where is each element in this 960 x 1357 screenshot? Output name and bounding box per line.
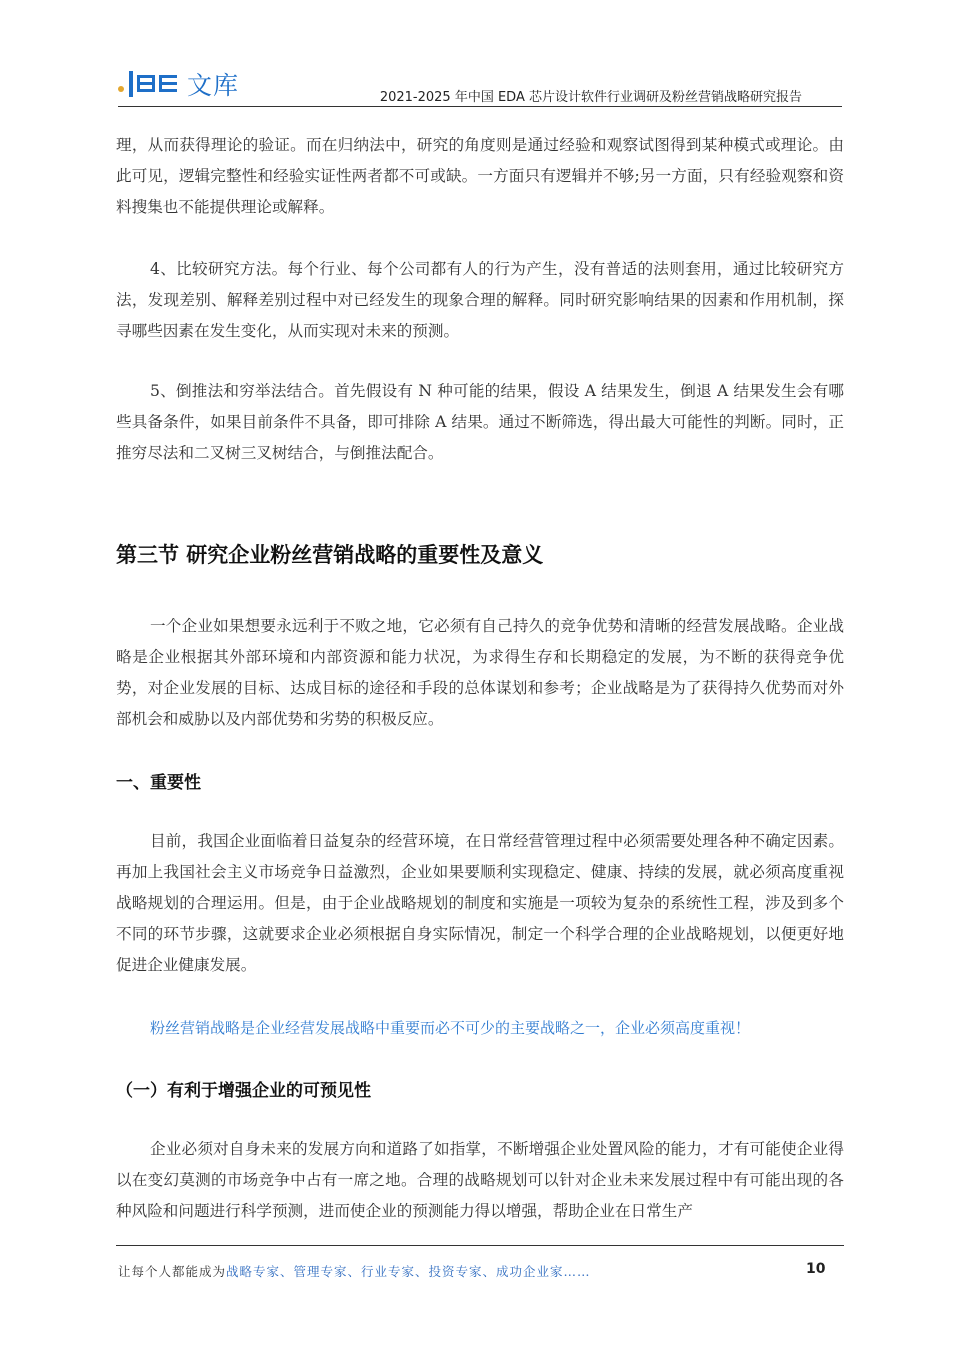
paragraph-induction: 理，从而获得理论的验证。而在归纳法中，研究的角度则是通过经验和观察试图得到某种模式或理论。由此可见，逻辑完整性和经验实证性两者都不可或缺。一方面只有逻辑并不够;另一方面，只有经验观察和资料搜集也不能提供理论或解释。 bbox=[116, 136, 844, 216]
paragraph-comparison-method: 4、比较研究方法。每个行业、每个公司都有人的行为产生，没有普适的法则套用，通过比较研究方法，发现差别、解释差别过程中对已经发生的现象合理的解释。同时研究影响结果的因素和作用机制，探寻哪些因素在发生变化，从而实现对未来的预测。 bbox=[116, 260, 844, 340]
paragraph-strategy-intro: 一个企业如果想要永远利于不败之地，它必须有自己持久的竞争优势和清晰的经营发展战略。企业战略是企业根据其外部环境和内部资源和能力状况，为求得生存和长期稳定的发展，为不断的获得竞争优势，对企业发展的目标、达成目标的途径和手段的总体谋划和参考；企业战略是为了获得持久优势而对外部机会和威胁以及内部优势和劣势的积极反应。 bbox=[116, 617, 844, 728]
report-title: 2021-2025 年中国 EDA 芯片设计软件行业调研及粉丝营销战略研究报告 bbox=[379, 90, 802, 105]
page-header bbox=[118, 66, 842, 106]
subsection-heading-predictability: （一）有利于增强企业的可预见性 bbox=[116, 1081, 371, 1101]
page-number: 10 bbox=[806, 1261, 826, 1277]
footer-slogan bbox=[118, 1262, 591, 1280]
subsection-heading-importance: 一、重要性 bbox=[116, 773, 201, 793]
header-divider bbox=[118, 106, 842, 107]
logo-mark-icon bbox=[129, 71, 181, 97]
highlight-statement: 粉丝营销战略是企业经营发展战略中重要而必不可少的主要战略之一，企业必须高度重视！ bbox=[150, 1019, 751, 1037]
footer-slogan-highlight: 战略专家、管理专家、行业专家、投资专家、成功企业家…… bbox=[226, 1264, 591, 1279]
logo-dot-icon bbox=[118, 86, 124, 92]
logo-text: 文库 bbox=[187, 71, 240, 100]
footer-divider bbox=[116, 1245, 844, 1246]
brand-logo bbox=[118, 68, 239, 100]
section-heading: 第三节 研究企业粉丝营销战略的重要性及意义 bbox=[116, 543, 544, 567]
paragraph-reverse-method: 5、倒推法和穷举法结合。首先假设有 N 种可能的结果，假设 A 结果发生，倒退 A 结果发生会有哪些具备条件，如果目前条件不具备，即可排除 A 结果。通过不断筛选，得出最大可能性的判断。同时，正推穷尽法和二叉树三叉树结合，与倒推法配合。 bbox=[116, 382, 844, 462]
paragraph-importance: 目前，我国企业面临着日益复杂的经营环境，在日常经营管理过程中必须需要处理各种不确定因素。再加上我国社会主义市场竞争日益激烈，企业如果要顺利实现稳定、健康、持续的发展，就必须高度重视战略规划的合理运用。但是，由于企业战略规划的制度和实施是一项较为复杂的系统性工程，涉及到多个不同的环节步骤，这就要求企业必须根据自身实际情况，制定一个科学合理的企业战略规划，以便更好地促进企业健康发展。 bbox=[116, 832, 844, 974]
paragraph-predictability: 企业必须对自身未来的发展方向和道路了如指掌，不断增强企业处置风险的能力，才有可能使企业得以在变幻莫测的市场竞争中占有一席之地。合理的战略规划可以针对企业未来发展过程中有可能出现的各种风险和问题进行科学预测，进而使企业的预测能力得以增强，帮助企业在日常生产 bbox=[116, 1140, 844, 1220]
footer-slogan-prefix: 让每个人都能成为 bbox=[118, 1264, 227, 1279]
